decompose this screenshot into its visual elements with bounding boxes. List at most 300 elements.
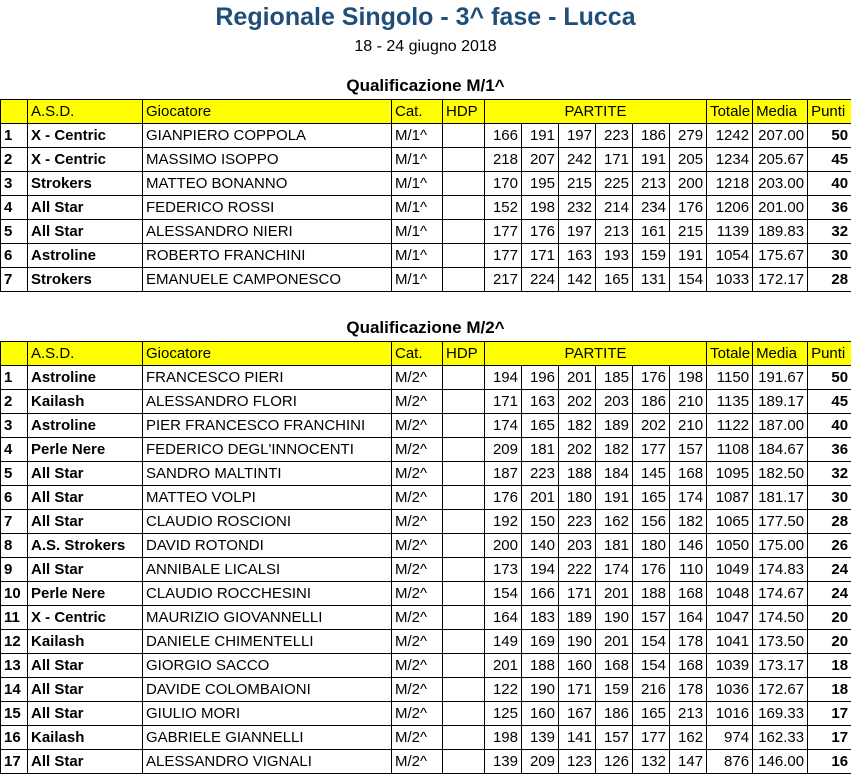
game-score-cell: 213	[633, 172, 670, 196]
category-cell: M/2^	[392, 726, 443, 750]
average-cell: 172.67	[753, 678, 808, 702]
hdp-cell	[443, 726, 485, 750]
average-cell: 146.00	[753, 750, 808, 774]
game-score-cell: 200	[485, 534, 522, 558]
hdp-cell	[443, 702, 485, 726]
hdp-cell	[443, 244, 485, 268]
game-score-cell: 217	[485, 268, 522, 292]
rank-cell: 17	[1, 750, 28, 774]
game-score-cell: 159	[596, 678, 633, 702]
points-cell: 24	[808, 582, 851, 606]
category-cell: M/1^	[392, 220, 443, 244]
game-score-cell: 218	[485, 148, 522, 172]
points-cell: 36	[808, 438, 851, 462]
game-score-cell: 201	[559, 366, 596, 390]
average-cell: 174.67	[753, 582, 808, 606]
game-score-cell: 210	[670, 414, 707, 438]
game-score-cell: 197	[559, 220, 596, 244]
game-score-cell: 154	[633, 654, 670, 678]
hdp-cell	[443, 390, 485, 414]
player-cell: GIULIO MORI	[143, 702, 392, 726]
rank-cell: 1	[1, 124, 28, 148]
player-cell: MAURIZIO GIOVANNELLI	[143, 606, 392, 630]
hdp-cell	[443, 654, 485, 678]
game-score-cell: 178	[670, 630, 707, 654]
game-score-cell: 198	[485, 726, 522, 750]
points-cell: 30	[808, 244, 851, 268]
results-table-m1	[0, 99, 851, 292]
points-cell: 17	[808, 726, 851, 750]
total-cell: 1049	[707, 558, 753, 582]
club-cell: Kailash	[28, 630, 143, 654]
game-score-cell: 202	[559, 390, 596, 414]
category-cell: M/2^	[392, 510, 443, 534]
points-cell: 30	[808, 486, 851, 510]
game-score-cell: 183	[522, 606, 559, 630]
game-score-cell: 197	[559, 124, 596, 148]
table-row	[1, 124, 851, 148]
game-score-cell: 234	[633, 196, 670, 220]
game-score-cell: 122	[485, 678, 522, 702]
game-score-cell: 126	[596, 750, 633, 774]
points-cell: 45	[808, 148, 851, 172]
table-row	[1, 726, 851, 750]
hdp-cell	[443, 148, 485, 172]
game-score-cell: 198	[522, 196, 559, 220]
hdp-cell	[443, 196, 485, 220]
rank-cell: 4	[1, 438, 28, 462]
game-score-cell: 168	[670, 582, 707, 606]
game-score-cell: 196	[522, 366, 559, 390]
rank-cell: 5	[1, 462, 28, 486]
table-row	[1, 606, 851, 630]
game-score-cell: 222	[559, 558, 596, 582]
game-score-cell: 176	[670, 196, 707, 220]
header-hdp: HDP	[443, 342, 485, 366]
player-cell: DAVIDE COLOMBAIONI	[143, 678, 392, 702]
hdp-cell	[443, 678, 485, 702]
game-score-cell: 188	[559, 462, 596, 486]
game-score-cell: 162	[596, 510, 633, 534]
club-cell: All Star	[28, 462, 143, 486]
game-score-cell: 182	[559, 414, 596, 438]
table-row	[1, 390, 851, 414]
total-cell: 1036	[707, 678, 753, 702]
game-score-cell: 166	[522, 582, 559, 606]
game-score-cell: 242	[559, 148, 596, 172]
table-row	[1, 414, 851, 438]
game-score-cell: 163	[522, 390, 559, 414]
club-cell: X - Centric	[28, 124, 143, 148]
hdp-cell	[443, 172, 485, 196]
total-cell: 1108	[707, 438, 753, 462]
game-score-cell: 125	[485, 702, 522, 726]
game-score-cell: 279	[670, 124, 707, 148]
hdp-cell	[443, 534, 485, 558]
game-score-cell: 110	[670, 558, 707, 582]
category-cell: M/2^	[392, 438, 443, 462]
game-score-cell: 182	[596, 438, 633, 462]
game-score-cell: 152	[485, 196, 522, 220]
game-score-cell: 165	[596, 268, 633, 292]
game-score-cell: 207	[522, 148, 559, 172]
table-row	[1, 654, 851, 678]
player-cell: ANNIBALE LICALSI	[143, 558, 392, 582]
game-score-cell: 171	[596, 148, 633, 172]
rank-cell: 10	[1, 582, 28, 606]
average-cell: 189.17	[753, 390, 808, 414]
category-cell: M/2^	[392, 750, 443, 774]
game-score-cell: 140	[522, 534, 559, 558]
game-score-cell: 203	[596, 390, 633, 414]
header-totale: Totale	[707, 342, 753, 366]
game-score-cell: 174	[670, 486, 707, 510]
player-cell: EMANUELE CAMPONESCO	[143, 268, 392, 292]
game-score-cell: 216	[633, 678, 670, 702]
game-score-cell: 156	[633, 510, 670, 534]
average-cell: 169.33	[753, 702, 808, 726]
average-cell: 177.50	[753, 510, 808, 534]
game-score-cell: 232	[559, 196, 596, 220]
total-cell: 1242	[707, 124, 753, 148]
game-score-cell: 160	[559, 654, 596, 678]
table-row	[1, 148, 851, 172]
club-cell: X - Centric	[28, 606, 143, 630]
game-score-cell: 201	[522, 486, 559, 510]
game-score-cell: 191	[596, 486, 633, 510]
total-cell: 1122	[707, 414, 753, 438]
points-cell: 17	[808, 702, 851, 726]
game-score-cell: 166	[485, 124, 522, 148]
player-cell: FEDERICO ROSSI	[143, 196, 392, 220]
club-cell: All Star	[28, 510, 143, 534]
total-cell: 1095	[707, 462, 753, 486]
game-score-cell: 215	[670, 220, 707, 244]
game-score-cell: 191	[522, 124, 559, 148]
game-score-cell: 213	[670, 702, 707, 726]
rank-cell: 4	[1, 196, 28, 220]
average-cell: 184.67	[753, 438, 808, 462]
rank-cell: 2	[1, 390, 28, 414]
total-cell: 974	[707, 726, 753, 750]
club-cell: Perle Nere	[28, 582, 143, 606]
game-score-cell: 164	[670, 606, 707, 630]
category-cell: M/2^	[392, 414, 443, 438]
player-cell: CLAUDIO ROSCIONI	[143, 510, 392, 534]
game-score-cell: 195	[522, 172, 559, 196]
club-cell: All Star	[28, 654, 143, 678]
game-score-cell: 209	[522, 750, 559, 774]
game-score-cell: 150	[522, 510, 559, 534]
game-score-cell: 171	[559, 678, 596, 702]
game-score-cell: 176	[633, 558, 670, 582]
game-score-cell: 200	[670, 172, 707, 196]
table-row	[1, 172, 851, 196]
club-cell: Kailash	[28, 390, 143, 414]
average-cell: 189.83	[753, 220, 808, 244]
game-score-cell: 223	[522, 462, 559, 486]
game-score-cell: 147	[670, 750, 707, 774]
rank-cell: 3	[1, 414, 28, 438]
table-row	[1, 630, 851, 654]
game-score-cell: 177	[633, 726, 670, 750]
game-score-cell: 139	[522, 726, 559, 750]
points-cell: 24	[808, 558, 851, 582]
game-score-cell: 223	[559, 510, 596, 534]
game-score-cell: 167	[559, 702, 596, 726]
game-score-cell: 193	[596, 244, 633, 268]
game-score-cell: 176	[522, 220, 559, 244]
points-cell: 50	[808, 124, 851, 148]
game-score-cell: 178	[670, 678, 707, 702]
total-cell: 1048	[707, 582, 753, 606]
game-score-cell: 157	[633, 606, 670, 630]
game-score-cell: 180	[633, 534, 670, 558]
club-cell: Astroline	[28, 414, 143, 438]
total-cell: 1139	[707, 220, 753, 244]
category-cell: M/2^	[392, 630, 443, 654]
game-score-cell: 168	[670, 654, 707, 678]
club-cell: All Star	[28, 558, 143, 582]
points-cell: 28	[808, 268, 851, 292]
table-row	[1, 510, 851, 534]
average-cell: 181.17	[753, 486, 808, 510]
rank-cell: 8	[1, 534, 28, 558]
average-cell: 191.67	[753, 366, 808, 390]
game-score-cell: 154	[670, 268, 707, 292]
player-cell: CLAUDIO ROCCHESINI	[143, 582, 392, 606]
game-score-cell: 146	[670, 534, 707, 558]
hdp-cell	[443, 220, 485, 244]
hdp-cell	[443, 510, 485, 534]
club-cell: All Star	[28, 196, 143, 220]
club-cell: Strokers	[28, 268, 143, 292]
rank-cell: 12	[1, 630, 28, 654]
game-score-cell: 171	[485, 390, 522, 414]
player-cell: ROBERTO FRANCHINI	[143, 244, 392, 268]
game-score-cell: 168	[670, 462, 707, 486]
game-score-cell: 177	[485, 244, 522, 268]
game-score-cell: 186	[633, 390, 670, 414]
game-score-cell: 139	[485, 750, 522, 774]
rank-cell: 3	[1, 172, 28, 196]
category-cell: M/1^	[392, 244, 443, 268]
game-score-cell: 225	[596, 172, 633, 196]
game-score-cell: 186	[596, 702, 633, 726]
hdp-cell	[443, 558, 485, 582]
game-score-cell: 191	[633, 148, 670, 172]
header-giocatore: Giocatore	[143, 100, 392, 124]
average-cell: 172.17	[753, 268, 808, 292]
average-cell: 203.00	[753, 172, 808, 196]
points-cell: 18	[808, 654, 851, 678]
hdp-cell	[443, 268, 485, 292]
game-score-cell: 161	[633, 220, 670, 244]
rank-cell: 5	[1, 220, 28, 244]
club-cell: All Star	[28, 220, 143, 244]
points-cell: 32	[808, 220, 851, 244]
game-score-cell: 123	[559, 750, 596, 774]
header-hdp: HDP	[443, 100, 485, 124]
game-score-cell: 176	[633, 366, 670, 390]
rank-cell: 11	[1, 606, 28, 630]
table-row	[1, 678, 851, 702]
points-cell: 20	[808, 606, 851, 630]
game-score-cell: 185	[596, 366, 633, 390]
hdp-cell	[443, 438, 485, 462]
points-cell: 32	[808, 462, 851, 486]
hdp-cell	[443, 486, 485, 510]
rank-cell: 6	[1, 486, 28, 510]
total-cell: 1047	[707, 606, 753, 630]
game-score-cell: 160	[522, 702, 559, 726]
section-title-m2: Qualificazione M/2^	[346, 318, 505, 337]
game-score-cell: 224	[522, 268, 559, 292]
table-row	[1, 750, 851, 774]
game-score-cell: 181	[596, 534, 633, 558]
game-score-cell: 194	[485, 366, 522, 390]
rank-cell: 7	[1, 268, 28, 292]
rank-cell: 6	[1, 244, 28, 268]
header-punti: Punti	[808, 342, 851, 366]
header-totale: Totale	[707, 100, 753, 124]
rank-cell: 15	[1, 702, 28, 726]
rank-cell: 14	[1, 678, 28, 702]
total-cell: 1041	[707, 630, 753, 654]
table-row	[1, 702, 851, 726]
category-cell: M/2^	[392, 534, 443, 558]
points-cell: 50	[808, 366, 851, 390]
player-cell: SANDRO MALTINTI	[143, 462, 392, 486]
rank-cell: 9	[1, 558, 28, 582]
game-score-cell: 201	[596, 582, 633, 606]
category-cell: M/1^	[392, 148, 443, 172]
points-cell: 40	[808, 172, 851, 196]
club-cell: Strokers	[28, 172, 143, 196]
game-score-cell: 188	[522, 654, 559, 678]
points-cell: 40	[808, 414, 851, 438]
header-partite: PARTITE	[485, 342, 707, 366]
average-cell: 173.17	[753, 654, 808, 678]
game-score-cell: 131	[633, 268, 670, 292]
game-score-cell: 170	[485, 172, 522, 196]
game-score-cell: 145	[633, 462, 670, 486]
average-cell: 175.00	[753, 534, 808, 558]
game-score-cell: 187	[485, 462, 522, 486]
game-score-cell: 159	[633, 244, 670, 268]
hdp-cell	[443, 750, 485, 774]
table-header-row	[1, 100, 851, 124]
club-cell: Kailash	[28, 726, 143, 750]
total-cell: 1039	[707, 654, 753, 678]
table-row	[1, 244, 851, 268]
category-cell: M/2^	[392, 366, 443, 390]
category-cell: M/2^	[392, 702, 443, 726]
game-score-cell: 165	[522, 414, 559, 438]
rank-cell: 7	[1, 510, 28, 534]
category-cell: M/2^	[392, 678, 443, 702]
header-giocatore: Giocatore	[143, 342, 392, 366]
game-score-cell: 181	[522, 438, 559, 462]
average-cell: 205.67	[753, 148, 808, 172]
game-score-cell: 202	[633, 414, 670, 438]
player-cell: MATTEO BONANNO	[143, 172, 392, 196]
table-row	[1, 196, 851, 220]
game-score-cell: 176	[485, 486, 522, 510]
game-score-cell: 190	[596, 606, 633, 630]
average-cell: 162.33	[753, 726, 808, 750]
club-cell: All Star	[28, 678, 143, 702]
game-score-cell: 184	[596, 462, 633, 486]
game-score-cell: 171	[522, 244, 559, 268]
header-media: Media	[753, 100, 808, 124]
points-cell: 45	[808, 390, 851, 414]
category-cell: M/2^	[392, 582, 443, 606]
points-cell: 20	[808, 630, 851, 654]
game-score-cell: 164	[485, 606, 522, 630]
game-score-cell: 201	[485, 654, 522, 678]
average-cell: 182.50	[753, 462, 808, 486]
game-score-cell: 154	[485, 582, 522, 606]
club-cell: Astroline	[28, 244, 143, 268]
average-cell: 175.67	[753, 244, 808, 268]
game-score-cell: 188	[633, 582, 670, 606]
game-score-cell: 223	[596, 124, 633, 148]
category-cell: M/2^	[392, 486, 443, 510]
hdp-cell	[443, 606, 485, 630]
points-cell: 18	[808, 678, 851, 702]
table-row	[1, 220, 851, 244]
header-partite: PARTITE	[485, 100, 707, 124]
category-cell: M/2^	[392, 390, 443, 414]
total-cell: 1135	[707, 390, 753, 414]
game-score-cell: 169	[522, 630, 559, 654]
club-cell: Perle Nere	[28, 438, 143, 462]
header-cat: Cat.	[392, 342, 443, 366]
game-score-cell: 190	[559, 630, 596, 654]
category-cell: M/1^	[392, 124, 443, 148]
header-cat: Cat.	[392, 100, 443, 124]
game-score-cell: 205	[670, 148, 707, 172]
results-table-m2	[0, 341, 851, 774]
page-title: Regionale Singolo - 3^ fase - Lucca	[215, 3, 636, 31]
club-cell: A.S. Strokers	[28, 534, 143, 558]
game-score-cell: 186	[633, 124, 670, 148]
game-score-cell: 149	[485, 630, 522, 654]
game-score-cell: 177	[633, 438, 670, 462]
table-row	[1, 438, 851, 462]
total-cell: 1087	[707, 486, 753, 510]
category-cell: M/2^	[392, 462, 443, 486]
table-row	[1, 582, 851, 606]
game-score-cell: 171	[559, 582, 596, 606]
hdp-cell	[443, 124, 485, 148]
game-score-cell: 157	[670, 438, 707, 462]
header-media: Media	[753, 342, 808, 366]
hdp-cell	[443, 462, 485, 486]
game-score-cell: 182	[670, 510, 707, 534]
points-cell: 16	[808, 750, 851, 774]
table-row	[1, 366, 851, 390]
category-cell: M/2^	[392, 654, 443, 678]
average-cell: 173.50	[753, 630, 808, 654]
rank-cell: 1	[1, 366, 28, 390]
player-cell: PIER FRANCESCO FRANCHINI	[143, 414, 392, 438]
game-score-cell: 141	[559, 726, 596, 750]
category-cell: M/2^	[392, 558, 443, 582]
game-score-cell: 215	[559, 172, 596, 196]
game-score-cell: 162	[670, 726, 707, 750]
